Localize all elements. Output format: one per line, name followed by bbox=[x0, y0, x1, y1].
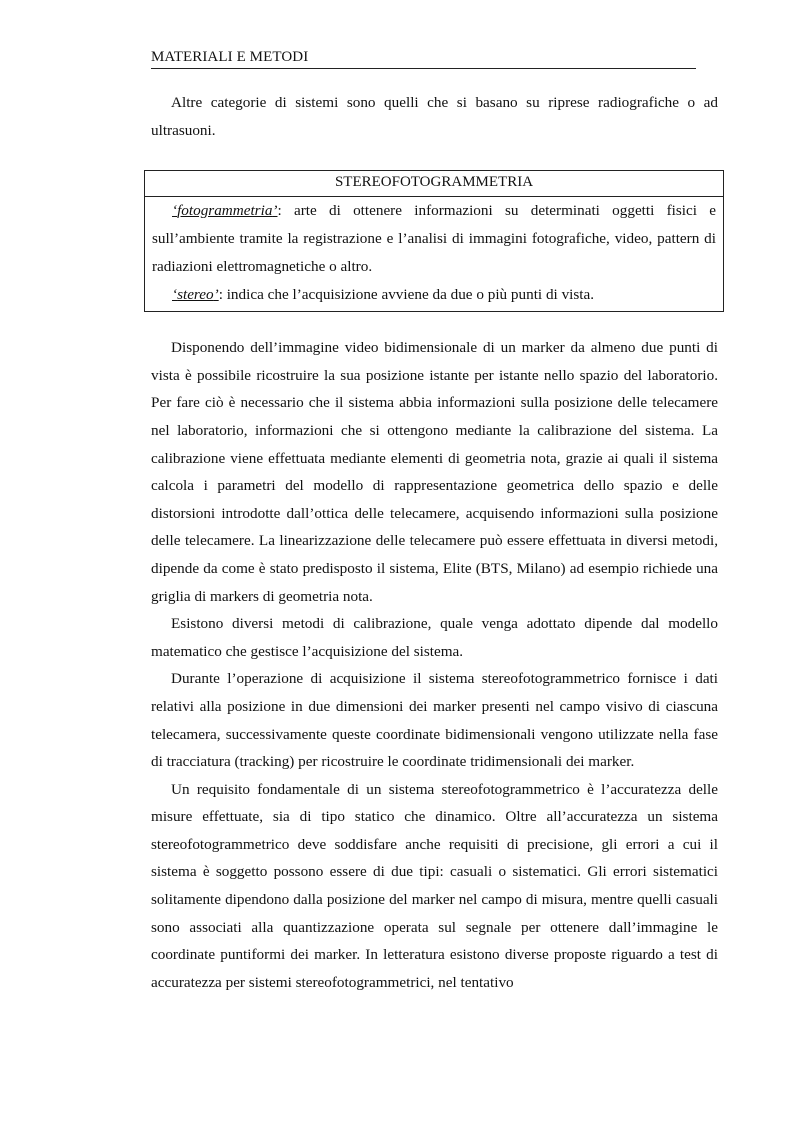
body-paragraph: Un requisito fondamentale di un sistema stereofotogrammetrico è l’accuratezza delle misure effettuate, sia di tipo statico che dinamico. Oltre all’accuratezza un sistema stereofotogrammetrico deve soddisfare anche requisiti di precisione, gli errori a cui il sistema è soggetto possono essere di due tipi: casuali o sistematici. Gli errori sistematici solitamente dipendono dalla posizione del marker nel campo di misura, mentre quelli casuali sono associati alla quantizzazione operata sul segnale per ottenere dall’immagine le coordinate puntiformi dei marker. In letteratura esistono diverse proposte riguardo a test di accuratezza per sistemi stereofotogrammetrici, nel tentativo bbox=[151, 780, 718, 991]
definition-fotogrammetria bbox=[152, 197, 716, 281]
body-paragraph: Esistono diversi metodi di calibrazione, quale venga adottato dipende dal modello matematico che gestisce l’acquisizione del sistema. bbox=[151, 615, 718, 660]
body-paragraph: Disponendo dell’immagine video bidimensionale di un marker da almeno due punti di vista è possibile ricostruire la sua posizione istante per istante nello spazio del laboratorio. Per fare ciò è necessario che il sistema abbia informazioni sulla posizione delle telecamere nel laboratorio, informazioni che si ottengono mediante la calibrazione del sistema. La calibrazione viene effettuata mediante elementi di geometria nota, grazie ai quali il sistema calcola i parametri del modello di rappresentazione geometrica dello spazio e delle distorsioni introdotte dall’ottica delle telecamere, acquisendo informazioni sulla posizione delle telecamere. La linearizzazione delle telecamere può essere effettuata in diversi metodi, dipende da come è stato predisposto il sistema, Elite (BTS, Milano) ad esempio richiede una griglia di markers di geometria nota. bbox=[151, 339, 718, 605]
body-paragraph: Durante l’operazione di acquisizione il sistema stereofotogrammetrico fornisce i dati relativi alla posizione in due dimensioni dei marker presenti nel campo visivo di ciascuna telecamera, successivamente queste coordinate bidimensionali vengono utilizzate nella fase di tracciatura (tracking) per ricostruire le coordinate tridimensionali dei marker. bbox=[151, 670, 718, 771]
definition-stereo-text: : indica che l’acquisizione avviene da due o più punti di vista. bbox=[218, 286, 595, 304]
definition-box-title: STEREOFOTOGRAMMETRIA bbox=[145, 171, 723, 197]
definition-fotogrammetria-text: : arte di ottenere informazioni su determinati oggetti fisici e sull’ambiente tramite la registrazione e l’analisi di immagini fotografiche, video, pattern di radiazioni elettromagnetiche o altro. bbox=[152, 202, 716, 276]
definition-stereo bbox=[152, 281, 716, 309]
definition-box bbox=[144, 170, 724, 312]
page-content bbox=[151, 89, 718, 996]
intro-paragraph: Altre categorie di sistemi sono quelli che si basano su riprese radiografiche o ad ultrasuoni. bbox=[151, 94, 718, 139]
section-title: MATERIALI E METODI bbox=[151, 49, 309, 65]
definition-box-body bbox=[145, 197, 723, 311]
term-stereo: ‘stereo’ bbox=[172, 286, 219, 304]
page-header bbox=[151, 48, 696, 69]
term-fotogrammetria: ‘fotogrammetria’ bbox=[172, 202, 278, 220]
